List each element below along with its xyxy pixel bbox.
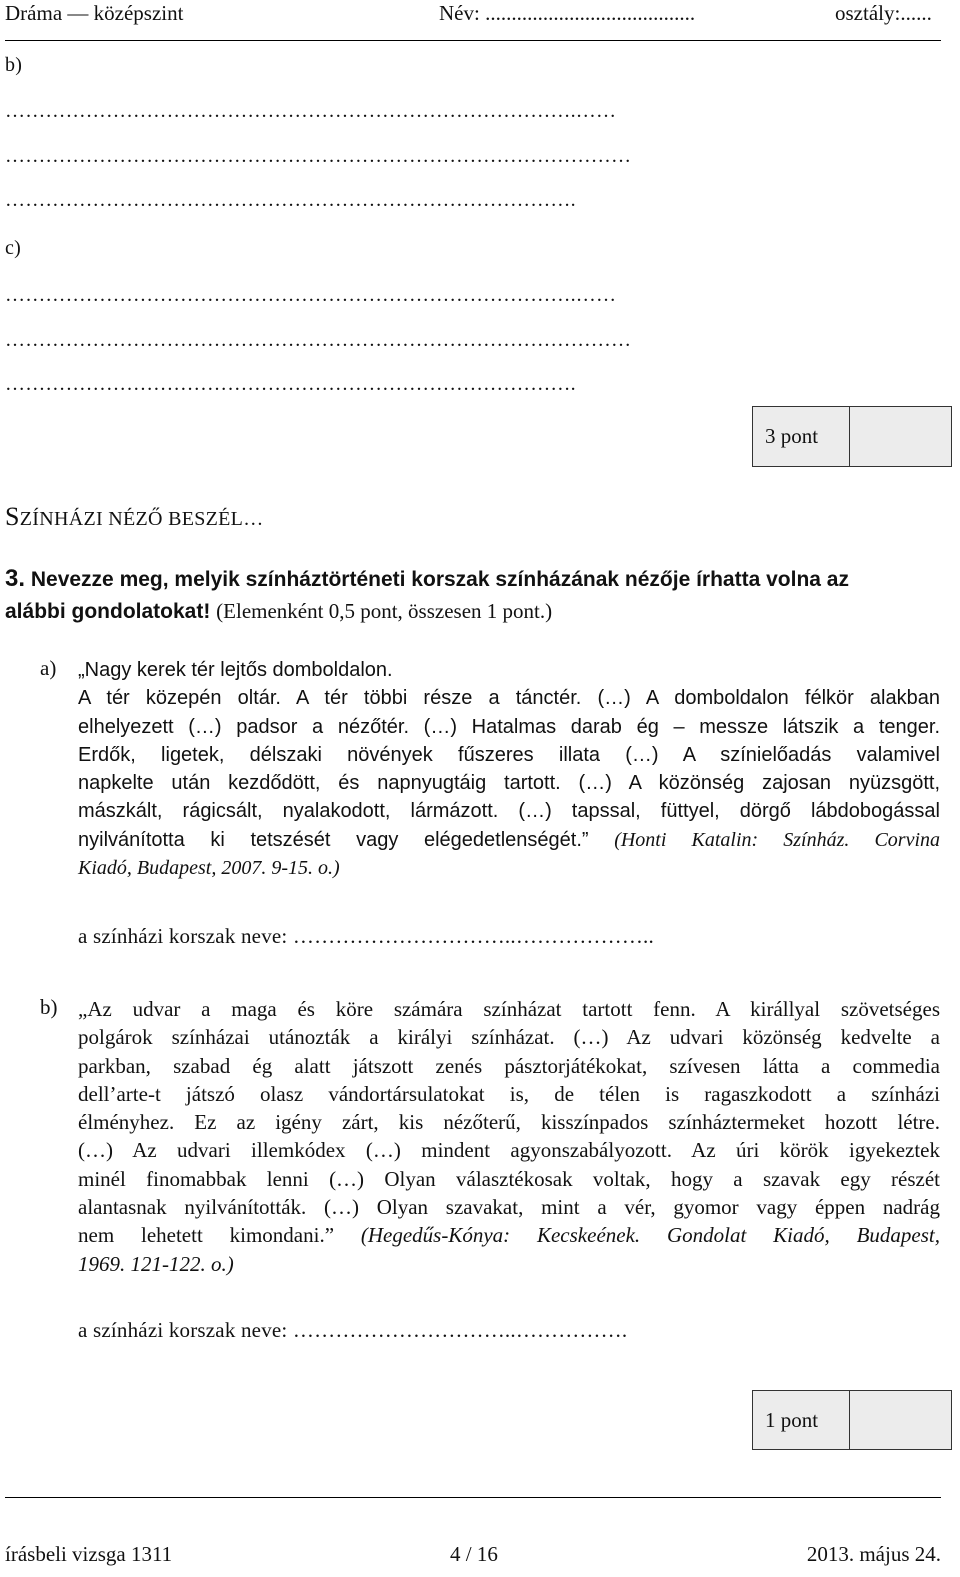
quote-line: [78, 1221, 940, 1249]
score-input-cell[interactable]: [850, 407, 951, 466]
quote-line: A tér közepén oltár. A tér többi része a tánctér. (…) A domboldalon félkör alakban: [78, 687, 940, 710]
quote-source: (Hegedűs-Kónya: Kecskeének. Gondolat Kiadó, Budapest,: [360, 1223, 940, 1248]
question-line-1: [5, 565, 849, 593]
quote-line: dell’arte-t játszó olasz vándortársulatokat is, de télen is ragaszkodott a színházi: [78, 1081, 940, 1106]
quote-line: „Nagy kerek tér lejtős domboldalon.: [78, 659, 393, 681]
part-c-label: c): [5, 237, 21, 259]
answer-line: ………………………………………………………………………….……: [5, 284, 617, 306]
question-text-1: Nevezze meg, melyik színháztörténeti korszak színházának nézője írhatta volna az: [25, 568, 849, 591]
quote-line: Erdők, ligetek, délszaki növények fűszeres illata (…) A színielőadás valamivel: [78, 743, 940, 766]
quote-line: alantasnak nyilvánították. (…) Olyan szavakat, mint a vér, gyomor vagy éppen nadrág: [78, 1195, 940, 1220]
answer-field[interactable]: …………………………..………………..: [292, 924, 654, 948]
answer-label: a színházi korszak neve:: [78, 1318, 293, 1342]
question-text-2: alábbi gondolatokat!: [5, 600, 217, 623]
quote-line: mászkált, rágicsált, nyalakodott, lármázott. (…) tapssal, füttyel, dörgő lábdobogással: [78, 800, 940, 823]
part-b-label: b): [5, 54, 23, 76]
answer-line: ………………………………………………………………………….: [5, 189, 576, 211]
quote-line: élményhez. Ez az igény zárt, kis nézőterű, kisszínpados színháztermeket hozott létre.: [78, 1110, 940, 1135]
footer-page-number: 4 / 16: [450, 1542, 498, 1566]
quote-line: (…) Az udvari illemkódex (…) mindent agyonszabályozott. Az úri körök igyekeztek: [78, 1138, 940, 1163]
quote-line: elhelyezett (…) padsor a nézőtér. (…) Hatalmas darab ég – messze látszik a tenger.: [78, 715, 940, 738]
page-header: [5, 0, 941, 41]
answer-label: a színházi korszak neve:: [78, 924, 293, 948]
quote-source: 1969. 121-122. o.): [78, 1251, 234, 1276]
item-a-quote: [78, 656, 940, 882]
quote-line: napkelte után kezdődött, és napnyugtáig tartott. (…) A közönség zajosan nyüzsgött,: [78, 772, 940, 795]
answer-field[interactable]: …………………………..…………….: [292, 1318, 628, 1342]
item-a-label: a): [40, 656, 57, 680]
section-title-rest: ZÍNHÁZI NÉZŐ BESZÉL…: [19, 508, 264, 530]
header-name-field: Név: ........................................: [439, 1, 696, 25]
score-box: [752, 1390, 952, 1450]
footer-date: 2013. május 24.: [806, 1542, 941, 1566]
quote-source: (Honti Katalin: Színház. Corvina: [614, 828, 940, 851]
score-label: 1 pont: [753, 1391, 850, 1449]
answer-line: …………………………………………………………………………………: [5, 145, 632, 167]
question-line-2: [5, 599, 552, 624]
header-subject: Dráma — középszint: [5, 1, 184, 25]
score-input-cell[interactable]: [850, 1391, 951, 1449]
quote-line: minél finomabbak lenni (…) Olyan választékosak voltak, hogy a szavak egy részét: [78, 1166, 940, 1191]
page-footer: [5, 1497, 941, 1566]
quote-source: Kiadó, Budapest, 2007. 9-15. o.): [78, 857, 340, 880]
answer-a: [78, 924, 654, 949]
score-label: 3 pont: [753, 407, 850, 466]
header-class-field: osztály:......: [835, 1, 932, 25]
quote-line: „Az udvar a maga és köre számára színházat tartott fenn. A királlyal szövetséges: [78, 997, 940, 1021]
answer-b: [78, 1318, 627, 1343]
answer-line: ………………………………………………………………………….: [5, 373, 576, 395]
item-b-quote: [78, 995, 940, 1278]
quote-line: [78, 826, 940, 854]
section-title-initial: S: [5, 502, 20, 531]
section-title: [5, 502, 264, 532]
quote-text: nyilvánította ki tetszését vagy elégedetlenségét.”: [78, 828, 615, 851]
quote-text: nem lehetett kimondani.”: [78, 1223, 361, 1248]
item-b-label: b): [40, 995, 58, 1019]
question-scoring: (Elemenként 0,5 pont, összesen 1 pont.): [216, 599, 553, 623]
quote-line: parkban, szabad ég alatt játszott zenés pásztorjátékokat, szívesen látta a commedia: [78, 1053, 940, 1078]
answer-line: ………………………………………………………………………….……: [5, 100, 617, 122]
answer-line: …………………………………………………………………………………: [5, 329, 632, 351]
quote-line: polgárok színházai utánozták a királyi színházat. (…) Az udvari közönség kedvelte a: [78, 1025, 940, 1050]
question-number: 3.: [5, 565, 26, 592]
score-box: [752, 406, 952, 467]
footer-exam-id: írásbeli vizsga 1311: [5, 1542, 173, 1566]
